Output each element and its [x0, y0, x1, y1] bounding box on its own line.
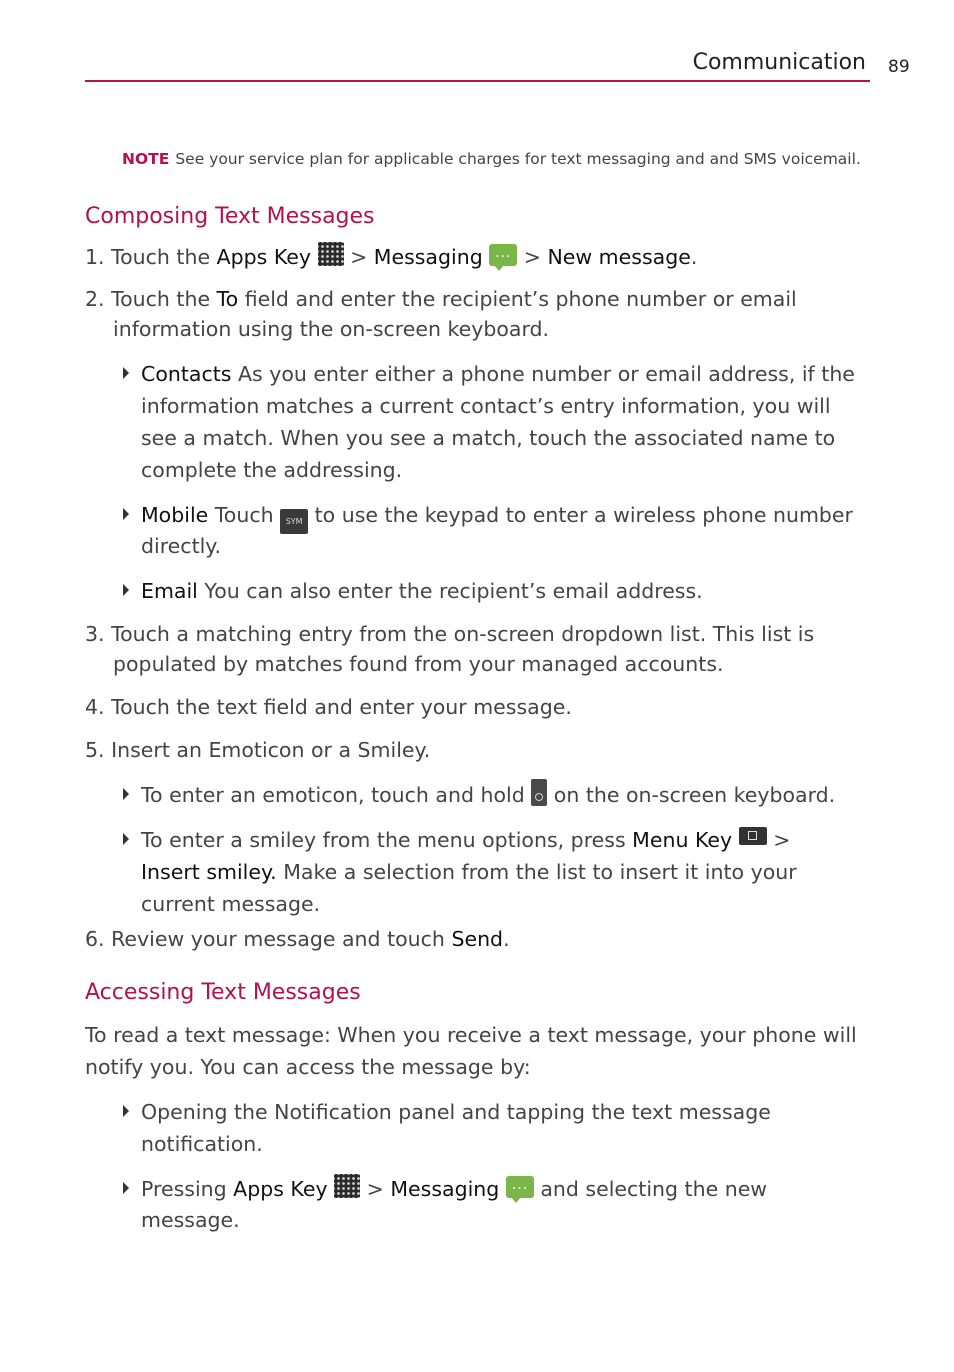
step-5: 5. Insert an Emoticon or a Smiley. [85, 738, 431, 762]
emoticon-key-icon [531, 779, 547, 806]
bullet-arrow-icon [123, 833, 129, 845]
menu-key-label: Menu Key [632, 828, 733, 852]
period: . [503, 927, 510, 951]
smiley-text: Make a selection from the list to insert it into your [276, 860, 797, 884]
section-heading-accessing: Accessing Text Messages [85, 980, 361, 1005]
messaging-label: Messaging [390, 1177, 500, 1201]
contacts-text: As you enter either a phone number or email address, if the [231, 362, 855, 386]
separator: > [766, 828, 791, 852]
header-title: Communication [692, 50, 866, 75]
sym-key-icon: SYM [280, 509, 308, 534]
bullet-arrow-icon [123, 584, 129, 596]
step-4: 4. Touch the text field and enter your message. [85, 695, 572, 719]
mobile-line-1 [141, 499, 853, 534]
separator: > [343, 245, 374, 269]
pressing-text: Pressing [141, 1177, 234, 1201]
header-rule [85, 80, 870, 82]
mobile-label: Mobile [141, 503, 209, 527]
mobile-text: to use the keypad to enter a wireless phone number [308, 503, 853, 527]
step-2-text: 2. Touch the [85, 287, 217, 311]
note-label: NOTE [122, 150, 170, 168]
smiley-line-2 [141, 856, 797, 888]
smiley-text: To enter a smiley from the menu options, press [141, 828, 633, 852]
emoticon-text: To enter an emoticon, touch and hold [141, 783, 532, 807]
bullet-arrow-icon [123, 508, 129, 520]
to-label: To [216, 287, 239, 311]
page-number: 89 [888, 57, 910, 77]
contacts-line-1 [141, 358, 855, 390]
pressing-text: and selecting the new [533, 1177, 768, 1201]
contacts-line-4: complete the addressing. [141, 458, 403, 482]
emoticon-text: on the on-screen keyboard. [547, 783, 836, 807]
step-6-text: 6. Review your message and touch [85, 927, 452, 951]
contacts-label: Contacts [141, 362, 232, 386]
apps-key-label: Apps Key [216, 245, 312, 269]
smiley-line-1 [141, 824, 790, 856]
step-3-line-1: 3. Touch a matching entry from the on-screen dropdown list. This list is [85, 622, 815, 646]
step-3-line-2: populated by matches found from your managed accounts. [113, 652, 724, 676]
apps-grid-icon [318, 242, 344, 266]
step-2-line-1 [85, 283, 797, 315]
contacts-line-2: information matches a current contact’s entry information, you will [141, 394, 831, 418]
email-label: Email [141, 579, 198, 603]
section-heading-composing: Composing Text Messages [85, 204, 375, 229]
bullet-arrow-icon [123, 367, 129, 379]
email-line [141, 575, 703, 607]
period: . [690, 245, 698, 269]
note [122, 150, 922, 168]
step-1 [85, 241, 697, 273]
new-message-label: New message [547, 245, 691, 269]
opening-line-2: notification. [141, 1132, 263, 1156]
step-6 [85, 923, 510, 955]
bullet-arrow-icon [123, 788, 129, 800]
insert-smiley-label: Insert smiley. [141, 860, 277, 884]
opening-line-1: Opening the Notification panel and tapping the text message [141, 1100, 771, 1124]
bullet-arrow-icon [123, 1182, 129, 1194]
step-2-text: field and enter the recipient’s phone number or email [238, 287, 797, 311]
step-1-text: 1. Touch the [85, 245, 217, 269]
mobile-text: Touch [208, 503, 281, 527]
emoticon-line [141, 779, 835, 811]
messaging-icon [506, 1176, 534, 1198]
messaging-icon [489, 244, 517, 266]
pressing-line-2: message. [141, 1208, 240, 1232]
accessing-intro-line-1: To read a text message: When you receive a text message, your phone will [85, 1023, 857, 1047]
accessing-intro-line-2: notify you. You can access the message by: [85, 1055, 531, 1079]
menu-key-icon [739, 827, 767, 845]
step-2-line-2: information using the on-screen keyboard. [113, 317, 550, 341]
separator: > [517, 245, 548, 269]
separator: > [360, 1177, 391, 1201]
send-label: Send [451, 927, 504, 951]
smiley-line-3: current message. [141, 892, 321, 916]
apps-key-label: Apps Key [233, 1177, 328, 1201]
bullet-arrow-icon [123, 1105, 129, 1117]
note-text: See your service plan for applicable charges for text messaging and and SMS voicemail. [175, 150, 861, 168]
apps-grid-icon [334, 1174, 360, 1198]
mobile-line-2: directly. [141, 534, 222, 558]
pressing-line-1 [141, 1173, 767, 1205]
email-text: You can also enter the recipient’s email address. [197, 579, 703, 603]
messaging-label: Messaging [373, 245, 483, 269]
contacts-line-3: see a match. When you see a match, touch the associated name to [141, 426, 836, 450]
